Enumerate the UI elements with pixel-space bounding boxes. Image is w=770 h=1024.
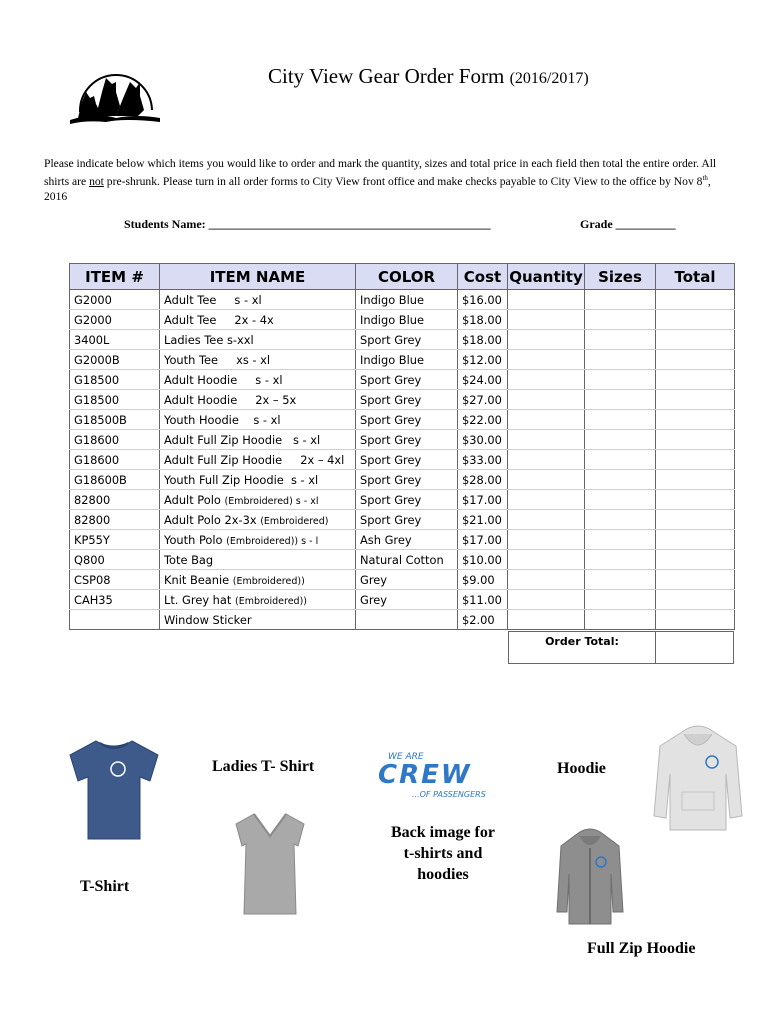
total-input-cell[interactable]	[656, 490, 735, 510]
cost-cell: $30.00	[458, 430, 508, 450]
color-cell: Sport Grey	[356, 430, 458, 450]
sizes-input-cell[interactable]	[585, 490, 656, 510]
item-name-text: Adult Full Zip Hoodie s - xl	[164, 432, 321, 447]
total-input-cell[interactable]	[656, 570, 735, 590]
item-name-note-suffix: ) s - l	[294, 535, 319, 547]
item-name-cell	[160, 590, 356, 610]
total-input-cell[interactable]	[656, 470, 735, 490]
item-number-cell	[70, 610, 160, 630]
crew-word: CREW	[378, 760, 472, 790]
color-cell: Indigo Blue	[356, 310, 458, 330]
table-row	[70, 470, 735, 490]
table-row	[70, 490, 735, 510]
item-name-text: Knit Beanie	[164, 572, 233, 587]
item-number-cell: 82800	[70, 490, 160, 510]
cost-cell: $22.00	[458, 410, 508, 430]
cost-cell: $18.00	[458, 330, 508, 350]
sizes-input-cell[interactable]	[585, 570, 656, 590]
cost-cell: $2.00	[458, 610, 508, 630]
item-name-text: Youth Polo	[164, 532, 227, 547]
item-name-cell	[160, 410, 356, 430]
sizes-input-cell[interactable]	[585, 610, 656, 630]
order-table	[69, 263, 735, 630]
quantity-input-cell[interactable]	[508, 310, 585, 330]
item-name-note: (Embroidered)	[226, 535, 295, 547]
item-number-cell: 3400L	[70, 330, 160, 350]
item-name-text: Youth Tee xs - xl	[164, 352, 271, 367]
quantity-input-cell[interactable]	[508, 470, 585, 490]
tshirt-caption: T-Shirt	[80, 878, 130, 895]
color-cell: Ash Grey	[356, 530, 458, 550]
color-cell: Sport Grey	[356, 330, 458, 350]
header-item-name: ITEM NAME	[160, 264, 356, 290]
item-number-cell: G18600	[70, 430, 160, 450]
table-row	[70, 410, 735, 430]
sizes-input-cell[interactable]	[585, 310, 656, 330]
total-input-cell[interactable]	[656, 450, 735, 470]
color-cell: Sport Grey	[356, 370, 458, 390]
sizes-input-cell[interactable]	[585, 530, 656, 550]
item-name-cell	[160, 330, 356, 350]
quantity-input-cell[interactable]	[508, 330, 585, 350]
item-name-cell	[160, 490, 356, 510]
sizes-input-cell[interactable]	[585, 390, 656, 410]
header-color: COLOR	[356, 264, 458, 290]
item-name-text: Window Sticker	[164, 612, 252, 627]
table-row	[70, 530, 735, 550]
total-input-cell[interactable]	[656, 610, 735, 630]
item-name-note: (Embroidered) s - xl	[224, 495, 319, 507]
item-number-cell: CAH35	[70, 590, 160, 610]
cost-cell: $9.00	[458, 570, 508, 590]
grade-field[interactable]: Grade __________	[580, 217, 676, 231]
cost-cell: $24.00	[458, 370, 508, 390]
item-name-cell	[160, 310, 356, 330]
total-input-cell[interactable]	[656, 350, 735, 370]
item-number-cell: G18500B	[70, 410, 160, 430]
total-input-cell[interactable]	[656, 590, 735, 610]
item-name-cell	[160, 470, 356, 490]
item-name-cell	[160, 350, 356, 370]
color-cell: Sport Grey	[356, 410, 458, 430]
ladies-tshirt-caption: Ladies T- Shirt	[212, 758, 315, 775]
color-cell	[356, 610, 458, 630]
item-name-cell	[160, 450, 356, 470]
color-cell: Sport Grey	[356, 470, 458, 490]
quantity-input-cell[interactable]	[508, 350, 585, 370]
item-name-text: Youth Hoodie s - xl	[164, 412, 281, 427]
total-input-cell[interactable]	[656, 530, 735, 550]
item-name-cell	[160, 290, 356, 310]
item-number-cell: G18500	[70, 390, 160, 410]
header-quantity: Quantity	[508, 264, 585, 290]
cost-cell: $11.00	[458, 590, 508, 610]
item-name-cell	[160, 430, 356, 450]
total-input-cell[interactable]	[656, 430, 735, 450]
color-cell: Sport Grey	[356, 390, 458, 410]
table-row	[70, 430, 735, 450]
sizes-input-cell[interactable]	[585, 430, 656, 450]
cost-cell: $18.00	[458, 310, 508, 330]
table-row	[70, 590, 735, 610]
cost-cell: $10.00	[458, 550, 508, 570]
table-row	[70, 390, 735, 410]
tshirt-image	[66, 735, 162, 841]
item-name-cell	[160, 370, 356, 390]
item-number-cell: G2000	[70, 290, 160, 310]
cost-cell: $21.00	[458, 510, 508, 530]
sizes-input-cell[interactable]	[585, 290, 656, 310]
item-name-text: Adult Hoodie 2x – 5x	[164, 392, 297, 407]
sizes-input-cell[interactable]	[585, 350, 656, 370]
table-row	[70, 290, 735, 310]
quantity-input-cell[interactable]	[508, 370, 585, 390]
table-row	[70, 550, 735, 570]
item-name-note: (Embroidered)	[232, 575, 302, 587]
back-image-caption: Back image for t-shirts and hoodies	[391, 824, 495, 883]
cost-cell: $16.00	[458, 290, 508, 310]
quantity-input-cell[interactable]	[508, 410, 585, 430]
item-name-cell	[160, 550, 356, 570]
table-row	[70, 570, 735, 590]
crew-logo	[374, 752, 508, 804]
students-name-field[interactable]: Students Name: _______________________________________________	[124, 217, 491, 231]
item-name-cell	[160, 530, 356, 550]
quantity-input-cell[interactable]	[508, 590, 585, 610]
quantity-input-cell[interactable]	[508, 390, 585, 410]
total-input-cell[interactable]	[656, 310, 735, 330]
item-name-note-suffix: )	[301, 575, 305, 587]
table-row	[70, 510, 735, 530]
item-name-cell	[160, 570, 356, 590]
color-cell: Grey	[356, 570, 458, 590]
sizes-input-cell[interactable]	[585, 550, 656, 570]
sizes-input-cell[interactable]	[585, 370, 656, 390]
color-cell: Indigo Blue	[356, 290, 458, 310]
sizes-input-cell[interactable]	[585, 510, 656, 530]
item-name-text: Adult Hoodie s - xl	[164, 372, 283, 387]
quantity-input-cell[interactable]	[508, 510, 585, 530]
sizes-input-cell[interactable]	[585, 470, 656, 490]
sizes-input-cell[interactable]	[585, 330, 656, 350]
item-name-note: (Embroidered)	[234, 595, 304, 607]
item-name-text: Adult Tee 2x - 4x	[164, 312, 274, 327]
total-input-cell[interactable]	[656, 290, 735, 310]
item-name-cell	[160, 610, 356, 630]
total-input-cell[interactable]	[656, 410, 735, 430]
item-name-text: Ladies Tee s-xxl	[164, 332, 254, 347]
instructions: Please indicate below which items you would like to order and mark the quantity, sizes and total price in each field then total the entire order. All shirts are not pre-shrunk. Please turn in all order forms to City View front office and make checks payable to City View to the office by Nov 8th, 2016	[44, 157, 717, 203]
quantity-input-cell[interactable]	[508, 450, 585, 470]
table-row	[70, 330, 735, 350]
full-zip-hoodie-caption: Full Zip Hoodie	[587, 940, 696, 957]
item-number-cell: Q800	[70, 550, 160, 570]
color-cell: Grey	[356, 590, 458, 610]
item-name-text: Lt. Grey hat	[164, 592, 235, 607]
header-item-number: ITEM #	[70, 264, 160, 290]
sizes-input-cell[interactable]	[585, 590, 656, 610]
color-cell: Sport Grey	[356, 450, 458, 470]
quantity-input-cell[interactable]	[508, 610, 585, 630]
hoodie-image	[652, 722, 744, 834]
item-number-cell: KP55Y	[70, 530, 160, 550]
item-name-text: Adult Full Zip Hoodie 2x – 4xl	[164, 452, 345, 467]
total-input-cell[interactable]	[656, 330, 735, 350]
color-cell: Natural Cotton	[356, 550, 458, 570]
item-number-cell: G18500	[70, 370, 160, 390]
total-input-cell[interactable]	[656, 510, 735, 530]
table-row	[70, 310, 735, 330]
item-name-text: Tote Bag	[164, 552, 214, 567]
item-number-cell: G2000B	[70, 350, 160, 370]
table-header-row	[70, 264, 735, 290]
color-cell: Indigo Blue	[356, 350, 458, 370]
item-name-text: Adult Polo	[164, 492, 225, 507]
item-number-cell: CSP08	[70, 570, 160, 590]
total-input-cell[interactable]	[656, 370, 735, 390]
table-row	[70, 450, 735, 470]
item-name-cell	[160, 510, 356, 530]
table-row	[70, 350, 735, 370]
quantity-input-cell[interactable]	[508, 490, 585, 510]
color-cell: Sport Grey	[356, 490, 458, 510]
cost-cell: $27.00	[458, 390, 508, 410]
color-cell: Sport Grey	[356, 510, 458, 530]
item-name-cell	[160, 390, 356, 410]
table-row	[70, 370, 735, 390]
sizes-input-cell[interactable]	[585, 410, 656, 430]
item-name-text: Adult Polo 2x-3x	[164, 512, 261, 527]
cost-cell: $33.00	[458, 450, 508, 470]
cost-cell: $17.00	[458, 530, 508, 550]
sizes-input-cell[interactable]	[585, 450, 656, 470]
crew-tagline: ...OF PASSENGERS	[412, 790, 486, 799]
item-name-note-suffix: )	[303, 595, 307, 607]
header-cost: Cost	[458, 264, 508, 290]
page-title: City View Gear Order Form (2016/2017)	[268, 64, 589, 88]
zip-hoodie-image	[555, 826, 625, 928]
table-row	[70, 610, 735, 630]
wolf-moon-logo	[66, 52, 162, 126]
item-name-text: Youth Full Zip Hoodie s - xl	[164, 472, 319, 487]
total-input-cell[interactable]	[656, 550, 735, 570]
quantity-input-cell[interactable]	[508, 290, 585, 310]
quantity-input-cell[interactable]	[508, 570, 585, 590]
item-name-text: Adult Tee s - xl	[164, 292, 262, 307]
quantity-input-cell[interactable]	[508, 550, 585, 570]
item-number-cell: G2000	[70, 310, 160, 330]
cost-cell: $17.00	[458, 490, 508, 510]
crew-we-are: WE ARE	[388, 752, 424, 762]
item-number-cell: G18600B	[70, 470, 160, 490]
quantity-input-cell[interactable]	[508, 530, 585, 550]
order-total-label: Order Total:	[508, 631, 656, 664]
ladies-shirt-image	[230, 810, 310, 918]
item-number-cell: G18600	[70, 450, 160, 470]
item-number-cell: 82800	[70, 510, 160, 530]
cost-cell: $12.00	[458, 350, 508, 370]
cost-cell: $28.00	[458, 470, 508, 490]
header-sizes: Sizes	[585, 264, 656, 290]
quantity-input-cell[interactable]	[508, 430, 585, 450]
header-total: Total	[656, 264, 735, 290]
item-name-note: (Embroidered)	[260, 515, 329, 527]
hoodie-caption: Hoodie	[557, 760, 606, 777]
order-total-field[interactable]	[656, 631, 734, 664]
total-input-cell[interactable]	[656, 390, 735, 410]
